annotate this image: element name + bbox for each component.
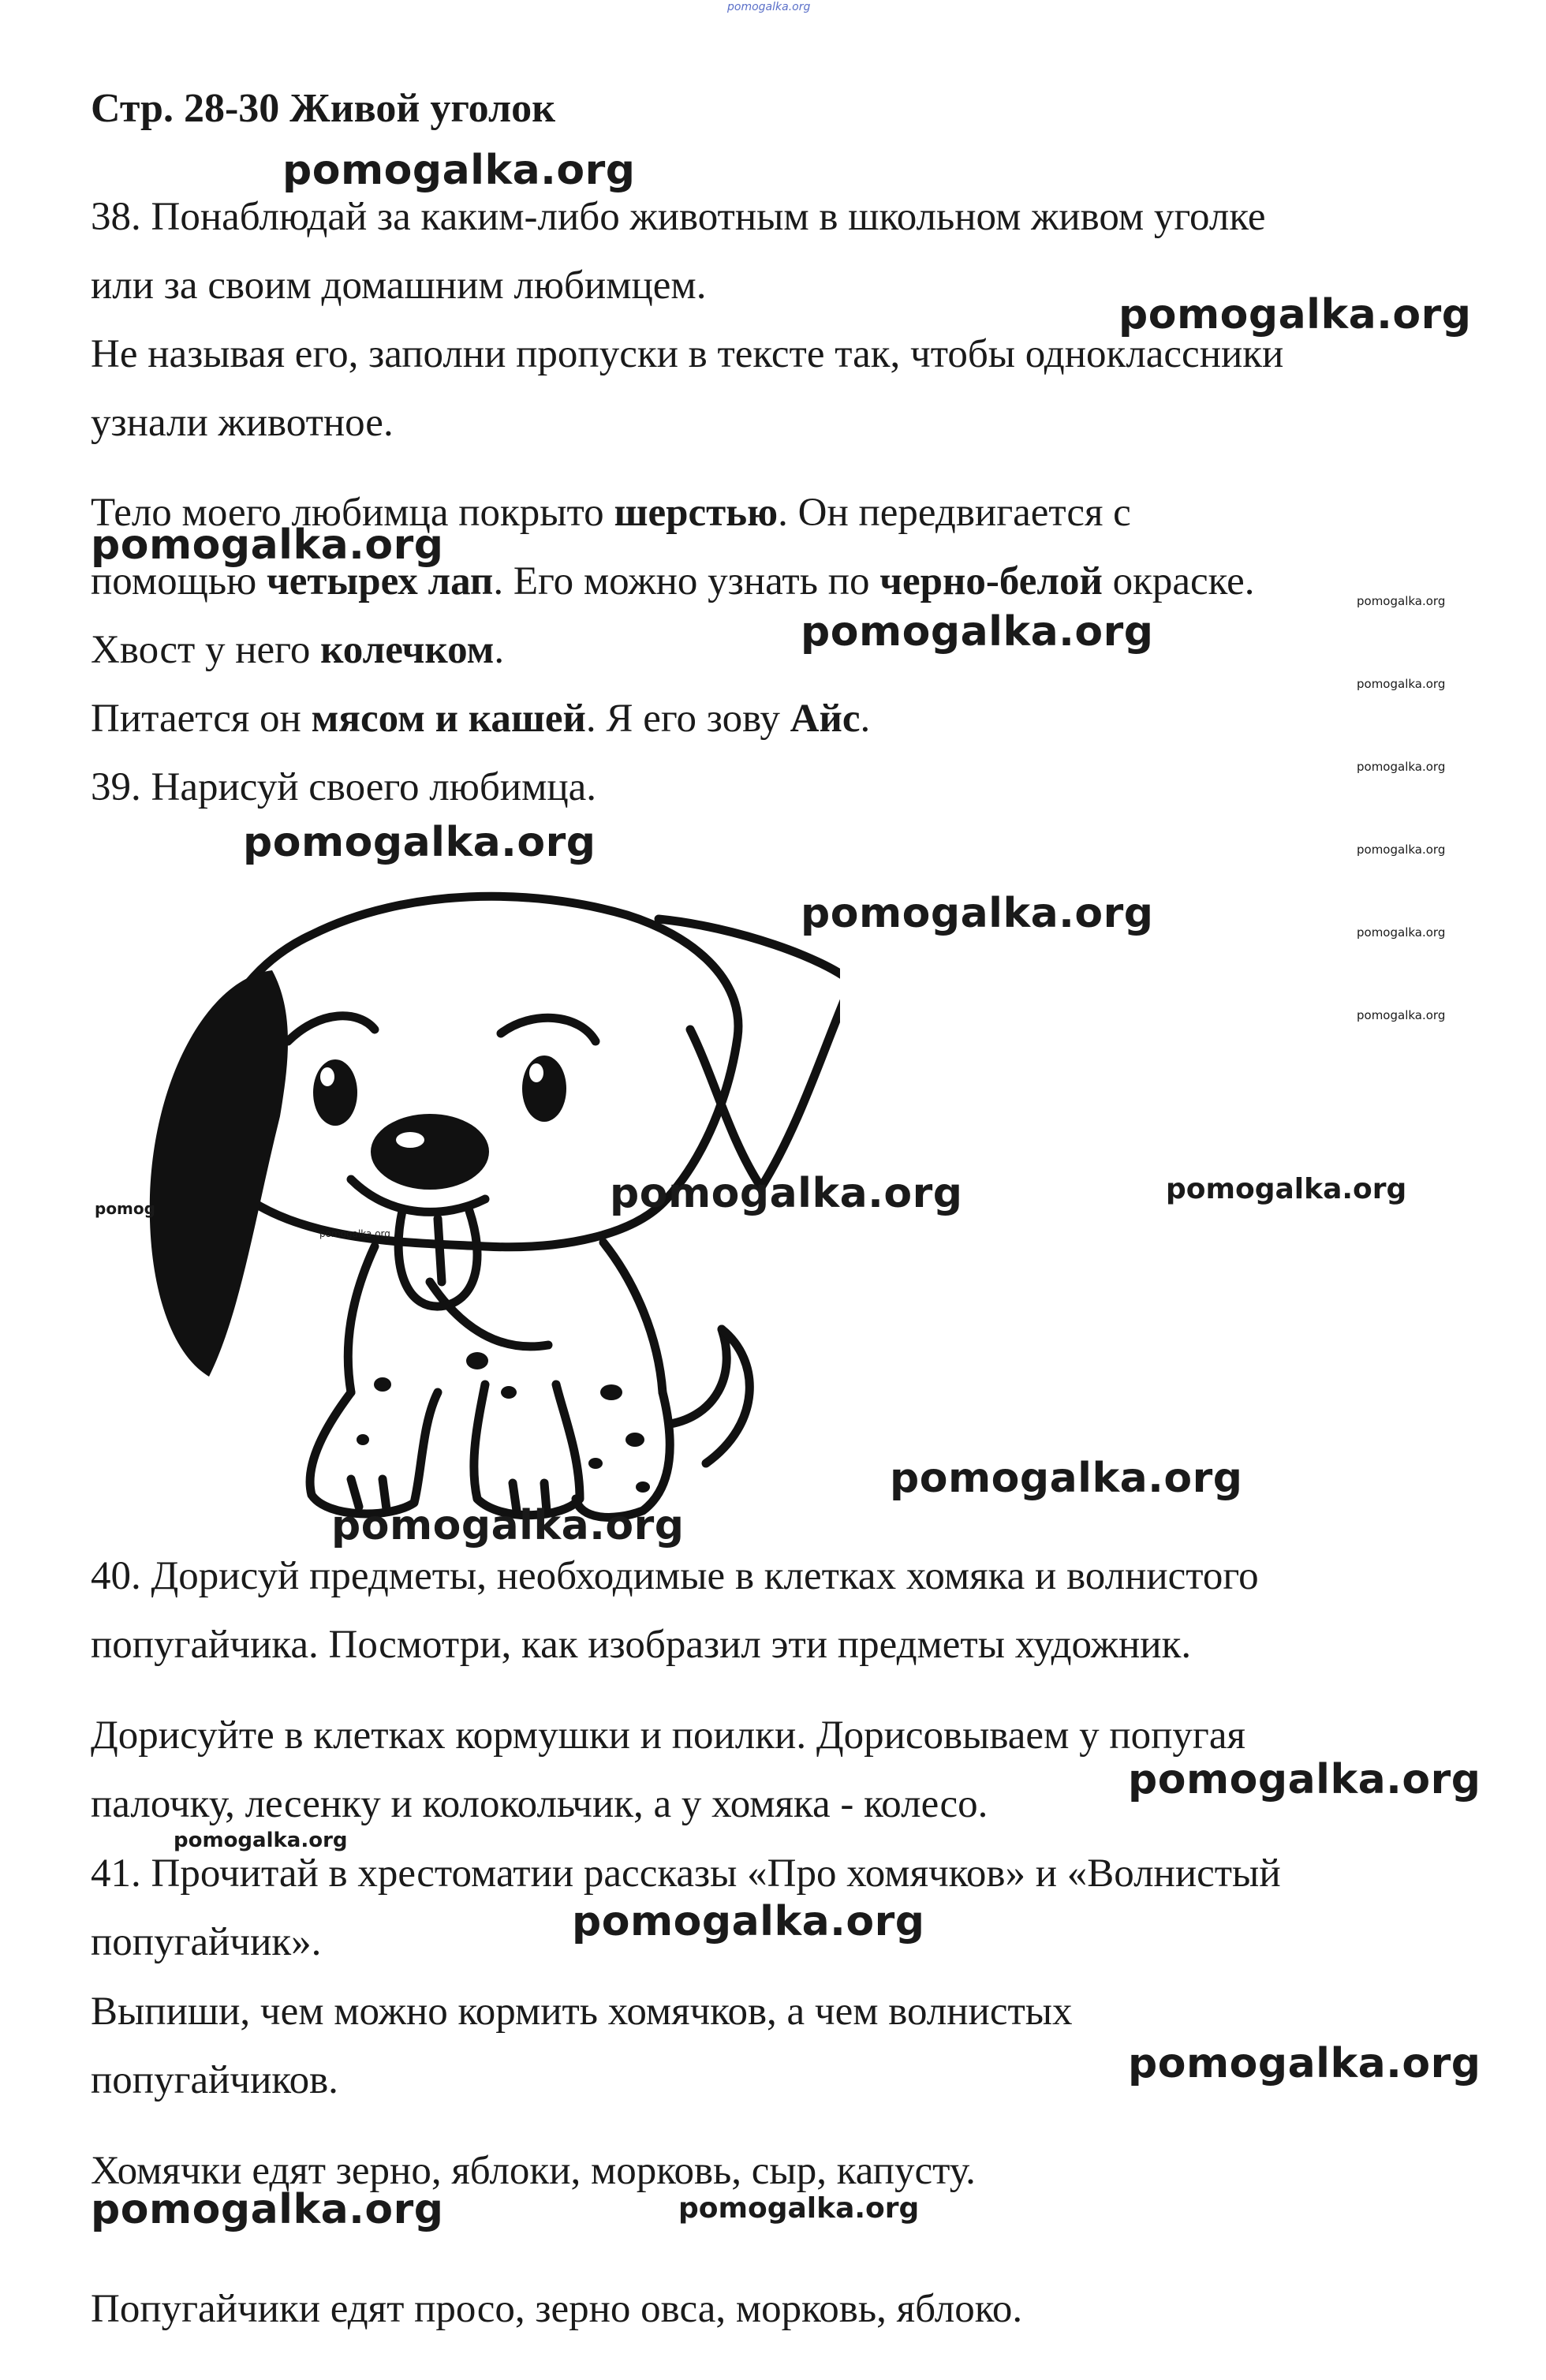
task40-line2: попугайчика. Посмотри, как изобразил эти предметы художник. [91,1623,1192,1667]
watermark-small: pomogalka.org [1357,677,1446,691]
watermark-top: pomogalka.org [727,1,811,13]
task38-line1: 38. Понаблюдай за каким-либо животным в школьном живом уголке [91,195,1266,239]
watermark-small: pomogalka.org [1357,925,1446,940]
task38-answer-line3: Хвост у него колечком. [91,628,505,672]
watermark: pomogalka.org [91,521,444,569]
answer-color: черно-белой [879,559,1103,603]
watermark: pomogalka.org [572,1898,925,1945]
watermark: pomogalka.org [243,819,596,866]
answer-tail: колечком [320,628,495,672]
watermark: pomogalka.org [1166,1173,1407,1205]
answer-fur: шерстью [614,491,779,535]
task38-line4: узнали животное. [91,401,394,445]
task40-answer-line1: Дорисуйте в клетках кормушки и поилки. Дорисовываем у попугая [91,1713,1245,1758]
answer-name: Айс [790,697,861,741]
task41-answer-line1: Хомячки едят зерно, яблоки, морковь, сыр, капусту. [91,2149,976,2193]
task41-answer-line2: Попугайчики едят просо, зерно овса, морковь, яблоко. [91,2287,1023,2331]
watermark-small: pomogalka.org [1357,843,1446,857]
watermark: pomogalka.org [282,147,636,194]
watermark: pomogalka.org [174,1829,348,1852]
task38-answer-line2: помощью четырех лап. Его можно узнать по черно-белой окраске. [91,559,1255,603]
answer-legs: четырех лап [266,559,494,603]
watermark-small: pomogalka.org [1357,1008,1446,1022]
task41-line2: попугайчик». [91,1920,322,1964]
watermark: pomogalka.org [1118,291,1472,338]
watermark: pomogalka.org [91,2186,444,2233]
watermark: pomogalka.org [678,2192,920,2225]
task40-answer-line2: палочку, лесенку и колокольчик, а у хомяка - колесо. [91,1782,988,1826]
watermark: pomogalka.org [1128,2040,1481,2087]
watermark: pomogalka.org [801,608,1154,656]
task38-line2: или за своим домашним любимцем. [91,263,707,308]
watermark-small: pomogalka.org [1357,594,1446,608]
task41-line4: попугайчиков. [91,2058,338,2102]
watermark-small: pomogalka.org [319,1228,390,1239]
watermark: pomogalka.org [610,1170,963,1217]
task39-line1: 39. Нарисуй своего любимца. [91,765,597,809]
watermark: pomogalka.org [1128,1756,1481,1803]
watermark-partial: pomog [95,1199,155,1218]
watermark: pomogalka.org [890,1455,1243,1502]
task41-line1: 41. Прочитай в хрестоматии рассказы «Про хомячков» и «Волнистый [91,1851,1281,1896]
watermark: pomogalka.org [801,890,1154,937]
task38-answer-line4: Питается он мясом и кашей. Я его зову Айс. [91,697,871,741]
watermark-small: pomogalka.org [1357,760,1446,774]
task41-line3: Выпиши, чем можно кормить хомячков, а чем волнистых [91,1990,1073,2034]
answer-food: мясом и кашей [311,697,586,741]
task38-answer-line1: Тело моего любимца покрыто шерстью. Он передвигается с [91,491,1131,535]
page-title: Стр. 28-30 Живой уголок [91,86,556,131]
task40-line1: 40. Дорисуй предметы, необходимые в клетках хомяка и волнистого [91,1554,1259,1598]
task38-line3: Не называя его, заполни пропуски в тексте так, чтобы одноклассники [91,332,1284,376]
watermark: pomogalka.org [331,1502,685,1549]
